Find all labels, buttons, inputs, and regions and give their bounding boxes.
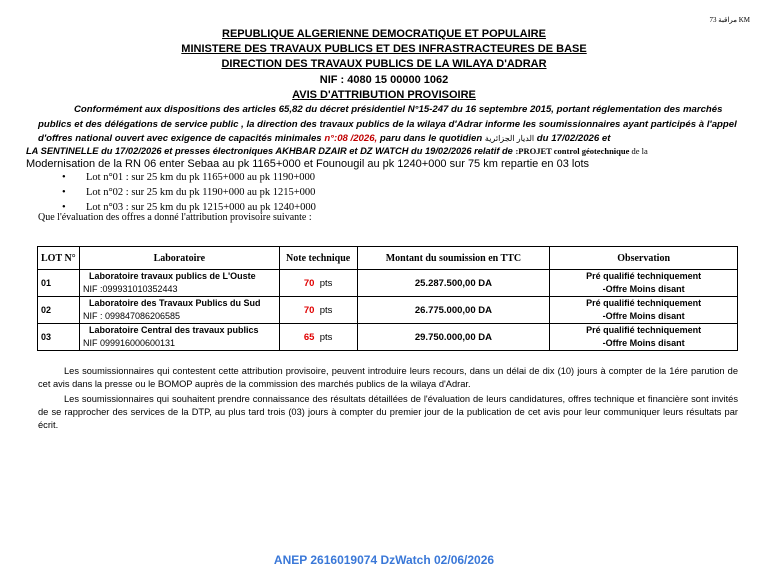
- lot-number: 03: [38, 324, 80, 351]
- observation-qualified: Pré qualifié techniquement: [586, 271, 702, 281]
- project-line-subject: :PROJET control géotechnique: [515, 146, 630, 156]
- lot-item-2: Lot n°02 : sur 25 km du pk 1190+000 au pk 1215+000: [86, 187, 316, 198]
- footer-resultats: Les soumissionnaires qui souhaitent prendre connaissance des résultats détaillées de l'évaluation de leurs candidatures, offres technique et financière sont invités de se rapprocher des services de la DTP, au plus tard trois (03) jours à compter du premier jour de la publication de cet avis pour leur communiquer leurs résultats par écrit.: [38, 394, 738, 430]
- montant-value: 25.287.500,00 DA: [357, 270, 550, 297]
- lot-number: 02: [38, 297, 80, 324]
- note-unit: pts: [319, 331, 333, 343]
- intro-paragraph: [38, 103, 738, 147]
- attribution-table: [37, 246, 738, 351]
- laboratoire-name: Laboratoire travaux publics de L'Ouste: [88, 271, 256, 281]
- note-unit: pts: [319, 277, 333, 289]
- project-line-end: de la: [629, 146, 648, 156]
- montant-value: 29.750.000,00 DA: [357, 324, 550, 351]
- observation-cell: [550, 270, 738, 297]
- note-value: 70: [303, 277, 315, 289]
- laboratoire-cell: [79, 270, 279, 297]
- header-ministry: MINISTERE DES TRAVAUX PUBLICS ET DES INFRASTRACTEURES DE BASE: [181, 43, 587, 55]
- notice-title: AVIS D'ATTRIBUTION PROVISOIRE: [292, 89, 476, 101]
- table-row: [38, 324, 738, 351]
- note-cell: [279, 297, 357, 324]
- intro-text-b: paru dans le quotidien: [377, 133, 485, 144]
- note-unit: pts: [319, 304, 333, 316]
- lot-item-1: Lot n°01 : sur 25 km du pk 1165+000 au pk 1190+000: [86, 172, 316, 183]
- anep-reference: ANEP 2616019074 DzWatch 02/06/2026: [273, 553, 495, 567]
- observation-qualified: Pré qualifié techniquement: [586, 298, 702, 308]
- observation-qualified: Pré qualifié techniquement: [586, 325, 702, 335]
- col-header-lot: LOT N°: [38, 247, 80, 270]
- laboratoire-nif: NIF :099931010352443: [82, 284, 178, 294]
- list-item: • Lot n°03 : sur 25 km du pk 1215+000 au pk 1240+000: [62, 202, 316, 213]
- project-line: [26, 145, 756, 157]
- project-line-press: LA SENTINELLE du 17/02/2026 et presses électroniques AKHBAR DZAIR et DZ WATCH du 19/02/2026 relatif de: [26, 146, 516, 156]
- col-header-montant: Montant du soumission en TTC: [357, 247, 550, 270]
- note-value: 70: [303, 304, 315, 316]
- laboratoire-name: Laboratoire Central des travaux publics: [88, 325, 259, 335]
- note-cell: [279, 270, 357, 297]
- observation-offer: -Offre Moins disant: [602, 338, 685, 348]
- header-nif: NIF : 4080 15 00000 1062: [319, 74, 449, 86]
- laboratoire-nif: NIF 099916000600131: [82, 338, 176, 348]
- col-header-laboratoire: Laboratoire: [79, 247, 279, 270]
- lot-number: 01: [38, 270, 80, 297]
- montant-value: 26.775.000,00 DA: [357, 297, 550, 324]
- laboratoire-name: Laboratoire des Travaux Publics du Sud: [88, 298, 261, 308]
- observation-offer: -Offre Moins disant: [602, 311, 685, 321]
- corner-reference: 73 مراقبة KM: [709, 16, 750, 24]
- laboratoire-nif: NIF : 099847086206585: [82, 311, 181, 321]
- observation-cell: [550, 324, 738, 351]
- note-cell: [279, 324, 357, 351]
- intro-text-a: Conformément aux dispositions des articles 65,82 du décret présidentiel N°15-247 du 16 septembre 2015, portant réglementation des marchés publics et des délégations de service public , la direction des travaux publics de la wilaya d'Adrar informe les soumissionnaires ayant participés à l'appel d'offres national ouvert avec exigence de capacités minimales: [38, 104, 737, 144]
- header-republic: REPUBLIQUE ALGERIENNE DEMOCRATIQUE ET POPULAIRE: [222, 28, 546, 40]
- list-item: • Lot n°02 : sur 25 km du pk 1190+000 au pk 1215+000: [62, 187, 316, 198]
- table-header-row: [38, 247, 738, 270]
- table-row: [38, 297, 738, 324]
- observation-offer: -Offre Moins disant: [602, 284, 685, 294]
- header-direction: DIRECTION DES TRAVAUX PUBLICS DE LA WILAYA D'ADRAR: [221, 58, 547, 70]
- observation-cell: [550, 297, 738, 324]
- arabic-newspaper: الديار الجزائرية: [484, 134, 535, 143]
- footer-recours: Les soumissionnaires qui contestent cette attribution provisoire, peuvent introduire leurs recours, dans un délai de dix (10) jours à compter de la 1ére parution de cet avis dans la presse ou le BOMOP auprès de la commission des marchés publics de la wilaya d'Adrar.: [38, 366, 738, 389]
- note-value: 65: [303, 331, 315, 343]
- list-item: • Lot n°01 : sur 25 km du pk 1165+000 au pk 1190+000: [62, 172, 316, 183]
- laboratoire-cell: [79, 297, 279, 324]
- lot-item-3: Lot n°03 : sur 25 km du pk 1215+000 au pk 1240+000: [86, 202, 316, 213]
- col-header-observation: Observation: [550, 247, 738, 270]
- intro-text-c: du 17/02/2026 et: [534, 133, 611, 144]
- col-header-note: Note technique: [279, 247, 357, 270]
- tender-number: n°:08 /2026,: [324, 133, 378, 144]
- table-intro: Que l'évaluation des offres a donné l'attribution provisoire suivante :: [38, 212, 312, 223]
- laboratoire-cell: [79, 324, 279, 351]
- modernisation-line: Modernisation de la RN 06 enter Sebaa au pk 1165+000 et Founougil au pk 1240+000 sur 75 km repartie en 03 lots: [26, 158, 590, 170]
- table-row: [38, 270, 738, 297]
- lot-list: [62, 170, 316, 215]
